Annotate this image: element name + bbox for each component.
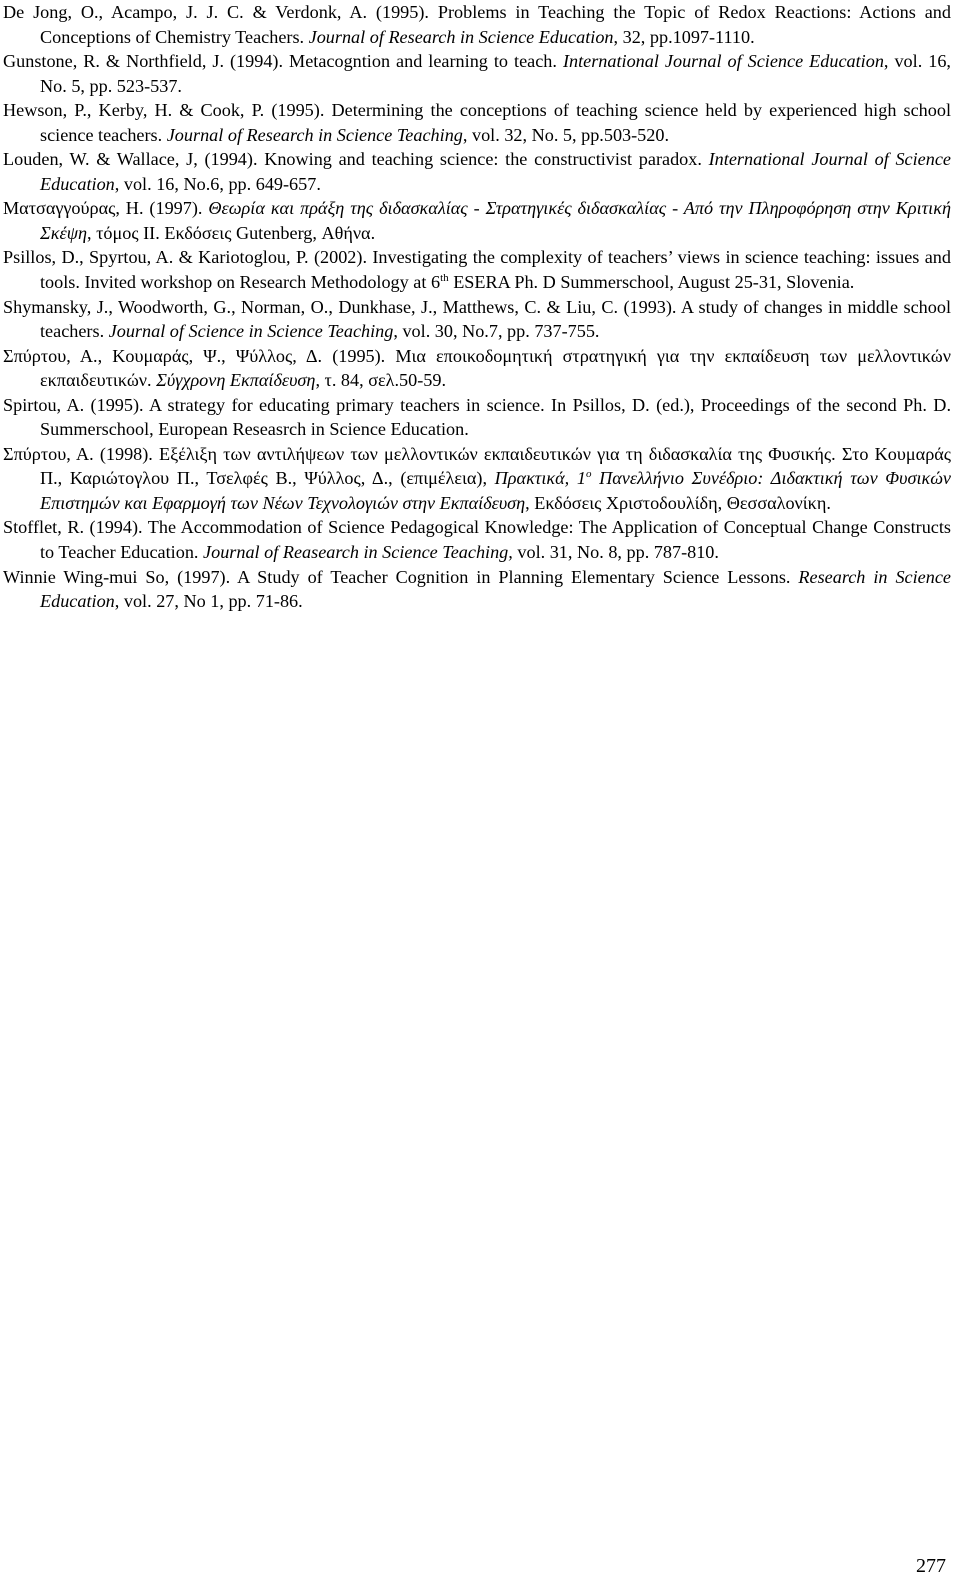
reference-entry-psillos <box>3 245 951 294</box>
reference-source-title: Πρακτικά, 1 <box>494 468 586 489</box>
reference-text: Louden, W. & Wallace, J, (1994). Knowing and teaching science: the constructivist paradox. <box>3 149 709 170</box>
reference-text: , vol. 16, No. 5, pp. 523-537. <box>40 51 951 96</box>
reference-source-title: Journal of Science in Science Teaching <box>108 321 394 342</box>
reference-text: Winnie Wing-mui So, (1997). A Study of Teacher Cognition in Planning Elementary Science Lessons. <box>3 566 799 587</box>
reference-source-title: International Journal of Science Education <box>562 51 884 72</box>
reference-entry-gunstone <box>3 49 951 98</box>
reference-text: , vol. 32, No. 5, pp.503-520. <box>462 124 670 145</box>
reference-text: Ματσαγγούρας, Η. (1997). <box>3 198 209 219</box>
superscript-text: th <box>440 271 449 284</box>
reference-source-title: Research in Science Education <box>40 566 951 612</box>
reference-text: , Εκδόσεις Χριστοδουλίδη, Θεσσαλονίκη. <box>525 492 831 513</box>
reference-text: Shymansky, J., Woodworth, G., Norman, O., Dunkhase, J., Matthews, C. & Liu, C. (1993). A study of changes in middle school teachers. <box>3 296 951 342</box>
reference-text: , τ. 84, σελ.50-59. <box>315 370 447 391</box>
reference-entry-hewson <box>3 98 951 147</box>
reference-text: Gunstone, R. & Northfield, J. (1994). Metacogntion and learning to teach. <box>3 51 563 72</box>
reference-text: Hewson, P., Kerby, H. & Cook, P. (1995). Determining the conceptions of teaching science held by experienced high school science teachers. <box>3 100 951 145</box>
reference-source-title: Journal of Research in Science Education <box>308 26 614 47</box>
reference-source-title: Θεωρία και πράξη της διδασκαλίας - Στρατηγικές διδασκαλίας - Από την Πληροφόρηση στην Κριτική Σκέψη <box>40 198 951 243</box>
reference-text: Stofflet, R. (1994). The Accommodation of Science Pedagogical Knowledge: The Application of Conceptual Change Constructs to Teacher Education. <box>3 517 951 563</box>
reference-text: , τόμος ΙΙ. Εκδόσεις Gutenberg, Αθήνα. <box>87 222 376 243</box>
reference-text: , vol. 30, No.7, pp. 737-755. <box>393 321 600 342</box>
reference-source-title: Journal of Research in Science Teaching <box>166 124 463 145</box>
reference-text: De Jong, O., Acampo, J. J. C. & Verdonk, A. (1995). Problems in Teaching the Topic of Redox Reactions: Actions and Conceptions of Chemistry Teachers. <box>3 2 951 47</box>
reference-text: ESERA Ph. D Summerschool, August 25-31, Slovenia. <box>448 272 855 293</box>
reference-source-title: Πανελλήνιο Συνέδριο: Διδακτική των Φυσικών Επιστημών και Εφαρμογή των Νέων Τεχνολογιών στην Εκπαίδευση <box>40 468 952 513</box>
reference-source-title: Journal of Reasearch in Science Teaching, <box>203 542 513 563</box>
reference-entry-spirtou-en-1995 <box>3 393 951 442</box>
reference-source-title: International Journal of Science Education <box>40 149 951 194</box>
reference-entry-dejong <box>3 0 951 49</box>
reference-text: vol. 31, No. 8, pp. 787-810. <box>512 542 719 563</box>
reference-source-title: Σύγχρονη Εκπαίδευση <box>156 370 316 391</box>
reference-entry-shymansky <box>3 295 951 344</box>
reference-entry-winnie <box>3 565 951 614</box>
reference-entry-stofflet <box>3 515 951 564</box>
reference-text: , vol. 27, No 1, pp. 71-86. <box>114 591 303 612</box>
reference-entry-spyrtou-gr-1995 <box>3 344 951 393</box>
reference-text: , 32, pp.1097-1110. <box>613 26 755 47</box>
reference-entry-matsaggouras <box>3 196 951 245</box>
reference-list <box>3 0 951 614</box>
page-number: 277 <box>916 1555 946 1577</box>
reference-text: Σπύρτου, Α., Κουμαράς, Ψ., Ψύλλος, Δ. (1995). Μια εποικοδομητική στρατηγική για την εκπαίδευση των μελλοντικών εκπαιδευτικών. <box>3 345 951 391</box>
superscript-text: ο <box>585 468 592 481</box>
reference-text: Psillos, D., Spyrtou, A. & Kariotoglou, P. (2002). Investigating the complexity of teachers’ views in science teaching: issues and tools. Invited workshop on Research Methodology at 6 <box>3 247 951 293</box>
reference-text: , vol. 16, No.6, pp. 649-657. <box>114 173 321 194</box>
reference-entry-louden <box>3 147 951 196</box>
reference-text: Σπύρτου, Α. (1998). Εξέλιξη των αντιλήψεων των μελλοντικών εκπαιδευτικών για τη διδασκαλία της Φυσικής. Στο Κουμαράς Π., Καριώτογλου Π., Τσελφές Β., Ψύλλος, Δ., (επιμέλεια), <box>3 443 951 489</box>
reference-text: Spirtou, A. (1995). A strategy for educating primary teachers in science. In Psillos, D. (ed.), Proceedings of the second Ph. D. Summerschool, European Reseasrch in Science Education. <box>3 394 951 440</box>
reference-entry-spyrtou-gr-1998 <box>3 442 951 516</box>
